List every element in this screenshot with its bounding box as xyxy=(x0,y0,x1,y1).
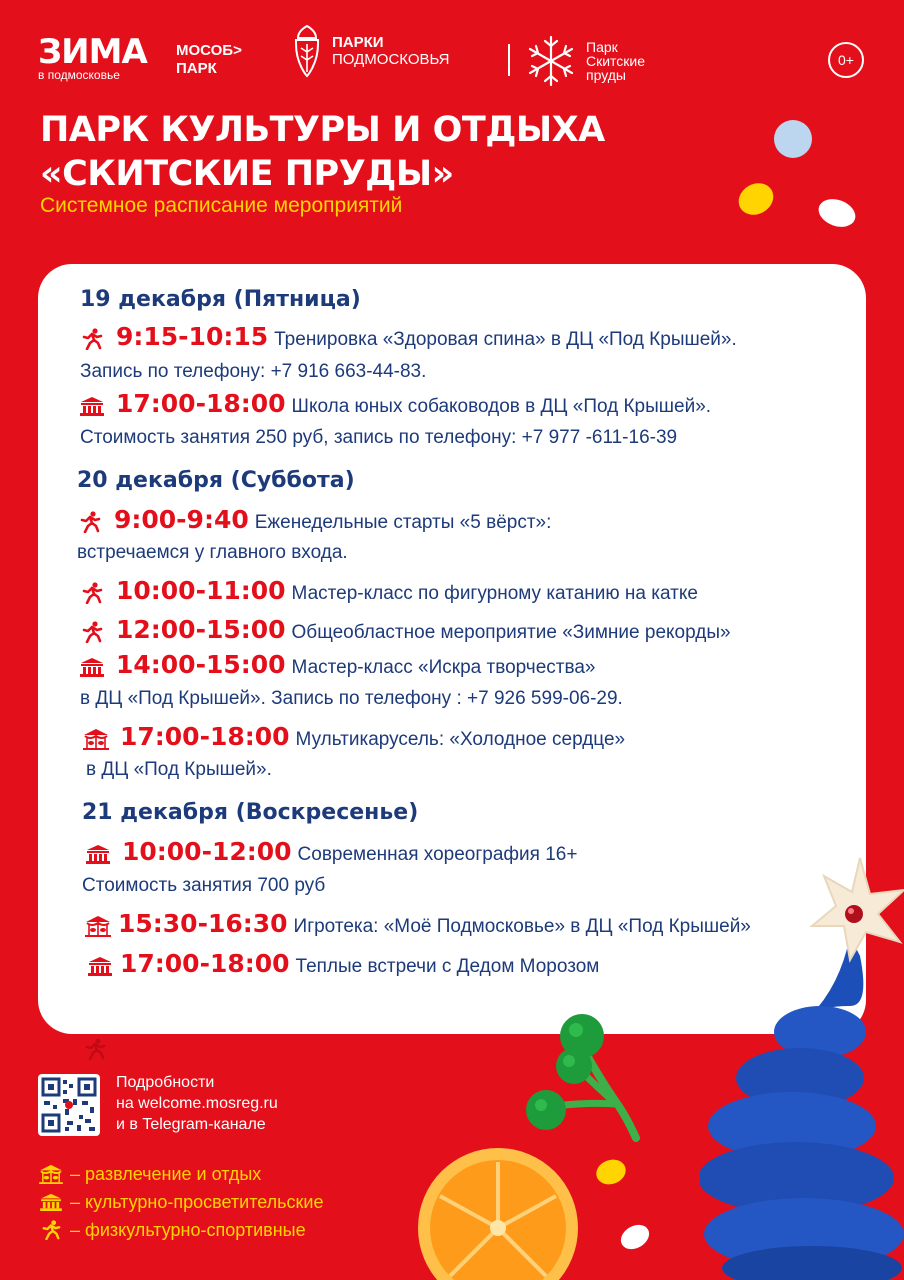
event-time: 9:15-10:15 xyxy=(116,322,269,351)
running-person-icon xyxy=(78,620,106,644)
event-time: 15:30-16:30 xyxy=(118,909,288,938)
age-rating-badge: 0+ xyxy=(828,42,864,78)
event-title: Современная хореография 16+ xyxy=(297,844,578,865)
legend-text: – культурно-просветительские xyxy=(70,1192,324,1212)
event-details: Стоимость занятия 700 руб xyxy=(82,875,326,896)
event-title: Еженедельные старты «5 вёрст»: xyxy=(254,512,552,533)
page-title xyxy=(40,108,605,196)
parki-logo-line1: ПАРКИ xyxy=(332,34,384,51)
more-info xyxy=(116,1072,278,1135)
event-title: Игротека: «Моё Подмосковье» в ДЦ «Под Крышей» xyxy=(293,916,751,937)
running-person-icon xyxy=(78,581,106,605)
event-row xyxy=(84,837,578,867)
qr-code[interactable] xyxy=(38,1074,100,1136)
skit-logo-line3: пруды xyxy=(586,67,626,83)
museum-icon xyxy=(78,655,106,679)
running-person-icon xyxy=(78,327,106,351)
skit-logo-line2: Скитские xyxy=(586,53,646,69)
running-person-icon xyxy=(38,1220,64,1240)
event-time: 12:00-15:00 xyxy=(116,615,286,644)
event-time: 14:00-15:00 xyxy=(116,650,286,679)
zima-logo-caption: в подмосковье xyxy=(38,68,120,82)
carousel-icon xyxy=(84,914,112,938)
event-time: 17:00-18:00 xyxy=(120,722,290,751)
legend-item xyxy=(38,1191,324,1213)
day-heading: 20 декабря (Суббота) xyxy=(77,468,355,493)
carousel-icon xyxy=(82,727,110,751)
berry-branch-decoration xyxy=(520,1006,670,1152)
event-row xyxy=(76,505,552,535)
event-row xyxy=(78,615,731,645)
museum-icon xyxy=(86,954,114,978)
page-subtitle: Системное расписание мероприятий xyxy=(40,194,403,217)
decor-dot-blue xyxy=(774,120,812,158)
event-details: в ДЦ «Под Крышей». xyxy=(86,759,272,780)
event-row xyxy=(78,650,596,680)
mosobpark-logo xyxy=(176,42,242,78)
event-details: Запись по телефону: +7 916 663-44-83. xyxy=(80,361,427,382)
event-time: 17:00-18:00 xyxy=(116,389,286,418)
blue-tree-decoration xyxy=(700,856,904,1280)
event-row xyxy=(82,722,626,752)
info-line3: и в Telegram-канале xyxy=(116,1116,266,1133)
event-time: 17:00-18:00 xyxy=(120,949,290,978)
orange-slice-decoration xyxy=(416,1146,580,1280)
event-title: Тренировка «Здоровая спина» в ДЦ «Под Крышей». xyxy=(274,329,737,350)
decor-dot-white-small xyxy=(617,1220,654,1254)
legend-item xyxy=(38,1219,306,1241)
parki-logo-line2: ПОДМОСКОВЬЯ xyxy=(332,51,450,68)
mosobpark-logo-line2: ПАРК xyxy=(176,60,217,77)
carousel-icon xyxy=(38,1164,64,1184)
zima-logo xyxy=(38,32,147,82)
day-heading: 19 декабря (Пятница) xyxy=(80,287,361,312)
zima-logo-title: ЗИМА xyxy=(38,32,147,72)
event-title: Мастер-класс «Искра творчества» xyxy=(291,657,596,678)
event-title: Общеобластное мероприятие «Зимние рекорды» xyxy=(291,622,731,643)
snowflake-icon xyxy=(524,34,578,88)
event-title: Теплые встречи с Дедом Морозом xyxy=(295,956,600,977)
museum-icon xyxy=(84,842,112,866)
legend-text: – развлечение и отдых xyxy=(70,1164,262,1184)
legend-item xyxy=(38,1163,261,1185)
logo-divider xyxy=(508,44,510,76)
running-person-icon xyxy=(76,510,104,534)
event-details: встречаемся у главного входа. xyxy=(77,542,348,563)
event-title: Мультикарусель: «Холодное сердце» xyxy=(295,729,626,750)
mosobpark-logo-line1: МОСОБ> xyxy=(176,42,242,59)
info-line1: Подробности xyxy=(116,1074,215,1091)
museum-icon xyxy=(78,394,106,418)
event-row xyxy=(86,949,600,979)
info-line2[interactable]: на welcome.mosreg.ru xyxy=(116,1095,278,1112)
skitskie-prudy-logo xyxy=(524,34,645,88)
event-time: 10:00-12:00 xyxy=(122,837,292,866)
decor-dot-yellow xyxy=(733,177,779,221)
running-person-icon xyxy=(84,1038,106,1065)
page-title-line1: ПАРК КУЛЬТУРЫ И ОТДЫХА xyxy=(40,110,605,150)
day-heading: 21 декабря (Воскресенье) xyxy=(82,800,419,825)
event-title: Мастер-класс по фигурному катанию на катке xyxy=(291,583,698,604)
event-row xyxy=(78,576,698,606)
event-time: 9:00-9:40 xyxy=(114,505,249,534)
event-row xyxy=(78,389,712,419)
event-details: Стоимость занятия 250 руб, запись по телефону: +7 977 -611-16-39 xyxy=(80,427,678,448)
event-row xyxy=(78,322,737,352)
parki-podmoskovya-logo xyxy=(290,24,450,78)
event-details: в ДЦ «Под Крышей». Запись по телефону : +7 926 599-06-29. xyxy=(80,688,623,709)
event-time: 10:00-11:00 xyxy=(116,576,286,605)
legend-text: – физкультурно-спортивные xyxy=(70,1220,306,1240)
event-title: Школа юных собаководов в ДЦ «Под Крышей». xyxy=(291,396,712,417)
museum-icon xyxy=(38,1193,64,1211)
page-title-line2: «СКИТСКИЕ ПРУДЫ» xyxy=(40,154,454,194)
acorn-leaf-icon xyxy=(290,24,324,78)
decor-dot-yellow-small xyxy=(593,1156,629,1189)
skit-logo-line1: Парк xyxy=(586,39,618,55)
event-row xyxy=(84,909,751,939)
decor-dot-white xyxy=(815,194,860,231)
